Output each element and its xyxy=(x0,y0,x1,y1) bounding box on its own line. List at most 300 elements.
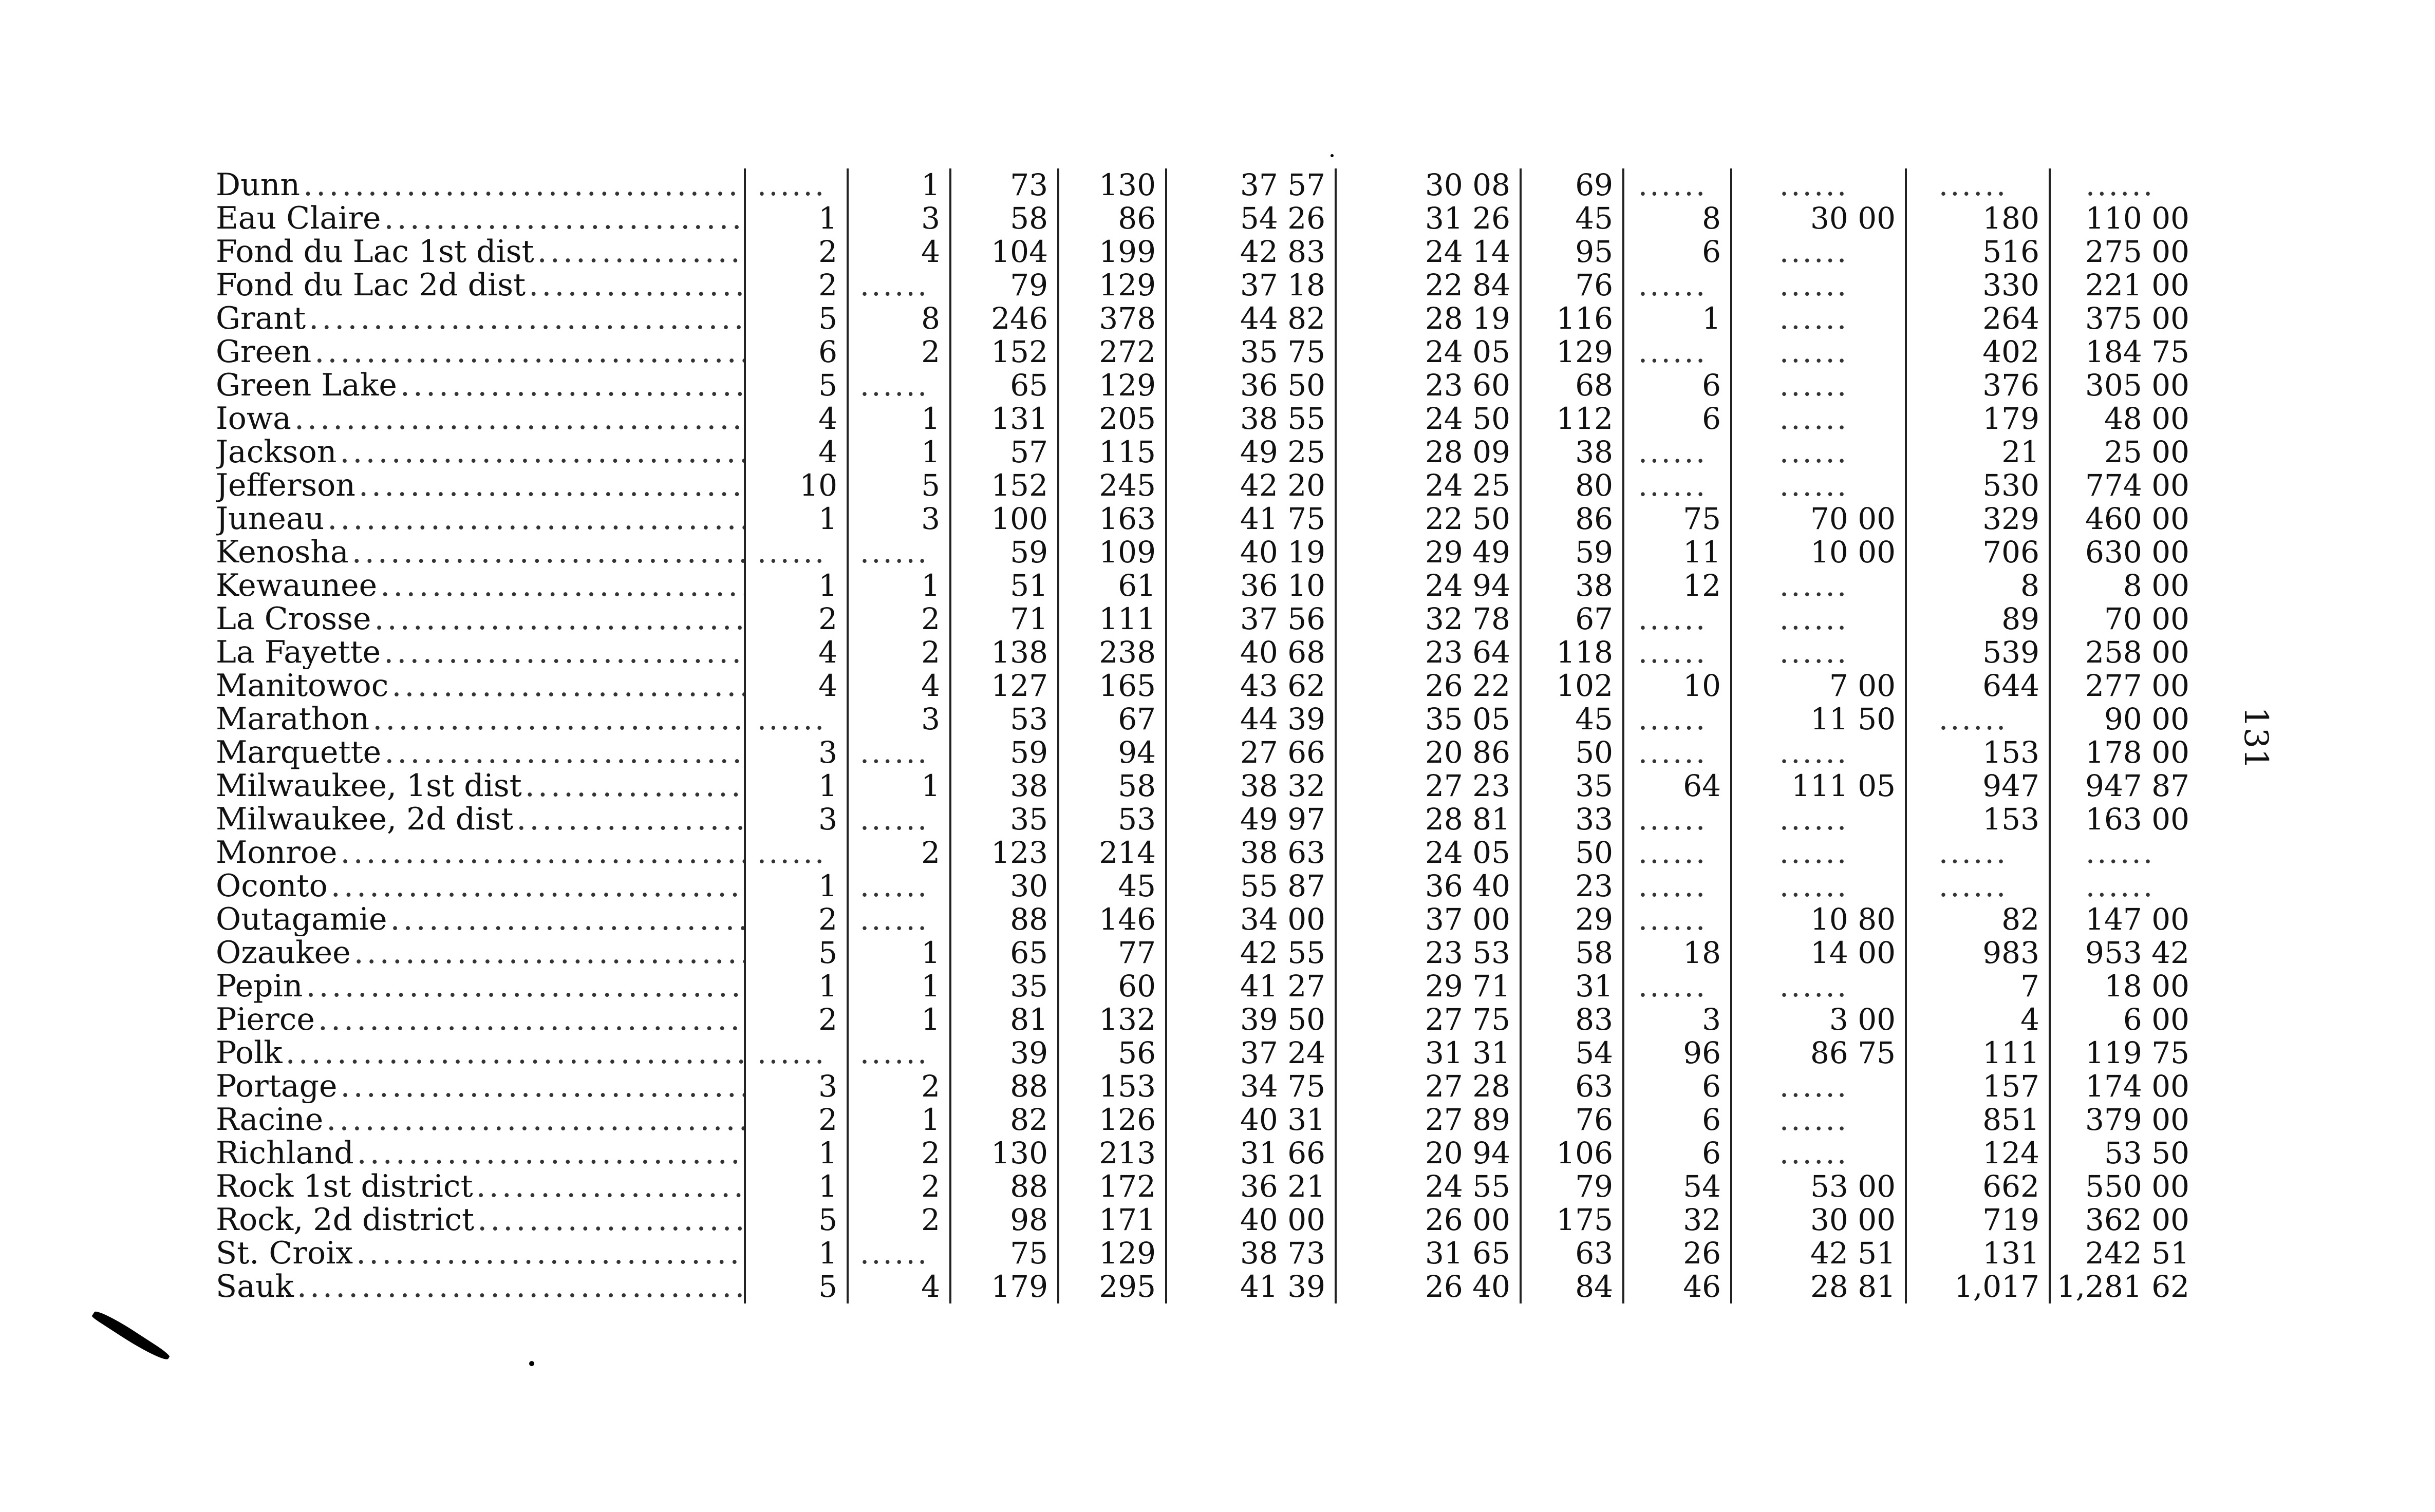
value-cell-col-2: 1 xyxy=(848,1103,950,1137)
value-cell-col-8: 46 xyxy=(1623,1270,1731,1303)
value-cell-col-11: 119 75 xyxy=(2050,1036,2199,1070)
value-cell-col-6: 20 94 xyxy=(1336,1137,1521,1170)
value-cell-col-4: 163 xyxy=(1058,502,1166,536)
value-cell-col-6: 23 64 xyxy=(1336,636,1521,669)
value-cell-col-5: 40 00 xyxy=(1166,1203,1336,1237)
value-cell-col-6: 24 50 xyxy=(1336,402,1521,436)
value-cell-col-6: 31 65 xyxy=(1336,1237,1521,1270)
dot-leader xyxy=(323,1103,744,1137)
county-name-cell xyxy=(216,402,745,436)
dot-leader xyxy=(303,970,744,1003)
value-cell-col-7: 84 xyxy=(1521,1270,1623,1303)
value-cell-col-9: 28 81 xyxy=(1731,1270,1906,1303)
table-row xyxy=(216,970,2199,1003)
table-row xyxy=(216,1170,2199,1203)
county-name: Racine xyxy=(216,1103,324,1137)
value-cell-col-5: 34 75 xyxy=(1166,1070,1336,1103)
county-name: Oconto xyxy=(216,870,328,903)
value-cell-col-10: 8 xyxy=(1906,569,2050,602)
value-cell-col-7: 45 xyxy=(1521,202,1623,235)
table-row xyxy=(216,803,2199,836)
value-cell-col-10: 124 xyxy=(1906,1137,2050,1170)
value-cell-col-2: 1 xyxy=(848,168,950,202)
dot-leader xyxy=(473,1170,744,1203)
value-cell-col-4: 129 xyxy=(1058,369,1166,402)
value-cell-col-7: 76 xyxy=(1521,1103,1623,1137)
value-cell-col-8: 8 xyxy=(1623,202,1731,235)
county-name: Fond du Lac 2d dist xyxy=(216,269,526,302)
county-statistics-table xyxy=(216,168,2199,1303)
county-name-cell xyxy=(216,903,745,936)
value-cell-col-1: 1 xyxy=(745,769,848,803)
value-cell-col-6: 27 75 xyxy=(1336,1003,1521,1036)
county-name-cell xyxy=(216,703,745,736)
value-cell-col-8: ...... xyxy=(1623,903,1731,936)
value-cell-col-4: 67 xyxy=(1058,703,1166,736)
value-cell-col-9: ...... xyxy=(1731,235,1906,269)
dot-leader xyxy=(315,1003,744,1036)
value-cell-col-5: 42 83 xyxy=(1166,235,1336,269)
value-cell-col-9: ...... xyxy=(1731,335,1906,369)
value-cell-col-11: 375 00 xyxy=(2050,302,2199,335)
value-cell-col-1: 4 xyxy=(745,436,848,469)
value-cell-col-3: 65 xyxy=(950,936,1058,970)
value-cell-col-5: 27 66 xyxy=(1166,736,1336,769)
dot-leader xyxy=(349,536,744,569)
value-cell-col-11: 53 50 xyxy=(2050,1137,2199,1170)
value-cell-col-1: 3 xyxy=(745,736,848,769)
value-cell-col-8: ...... xyxy=(1623,269,1731,302)
county-name-cell xyxy=(216,302,745,335)
value-cell-col-5: 54 26 xyxy=(1166,202,1336,235)
value-cell-col-11: ...... xyxy=(2050,168,2199,202)
value-cell-col-10: 947 xyxy=(1906,769,2050,803)
value-cell-col-9: 10 00 xyxy=(1731,536,1906,569)
value-cell-col-11: 221 00 xyxy=(2050,269,2199,302)
value-cell-col-5: 37 57 xyxy=(1166,168,1336,202)
value-cell-col-6: 22 84 xyxy=(1336,269,1521,302)
table-row xyxy=(216,469,2199,502)
value-cell-col-8: 11 xyxy=(1623,536,1731,569)
value-cell-col-7: 33 xyxy=(1521,803,1623,836)
value-cell-col-4: 126 xyxy=(1058,1103,1166,1137)
value-cell-col-5: 40 31 xyxy=(1166,1103,1336,1137)
value-cell-col-11: 8 00 xyxy=(2050,569,2199,602)
value-cell-col-3: 100 xyxy=(950,502,1058,536)
value-cell-col-5: 41 27 xyxy=(1166,970,1336,1003)
county-name-cell xyxy=(216,168,745,202)
county-name: La Crosse xyxy=(216,602,371,636)
value-cell-col-4: 199 xyxy=(1058,235,1166,269)
table-row xyxy=(216,1203,2199,1237)
value-cell-col-2: ...... xyxy=(848,1036,950,1070)
page-number: 131 xyxy=(2237,706,2275,770)
value-cell-col-2: ...... xyxy=(848,903,950,936)
value-cell-col-10: 153 xyxy=(1906,736,2050,769)
value-cell-col-8: 6 xyxy=(1623,1070,1731,1103)
value-cell-col-1: 2 xyxy=(745,1103,848,1137)
value-cell-col-3: 35 xyxy=(950,970,1058,1003)
value-cell-col-2: ...... xyxy=(848,269,950,302)
value-cell-col-10: 983 xyxy=(1906,936,2050,970)
value-cell-col-11: 70 00 xyxy=(2050,602,2199,636)
value-cell-col-3: 123 xyxy=(950,836,1058,870)
value-cell-col-5: 36 21 xyxy=(1166,1170,1336,1203)
value-cell-col-6: 28 09 xyxy=(1336,436,1521,469)
value-cell-col-11: 178 00 xyxy=(2050,736,2199,769)
table-row xyxy=(216,736,2199,769)
county-name: Juneau xyxy=(216,502,325,536)
table-row xyxy=(216,436,2199,469)
value-cell-col-7: 102 xyxy=(1521,669,1623,703)
value-cell-col-4: 129 xyxy=(1058,269,1166,302)
value-cell-col-5: 38 32 xyxy=(1166,769,1336,803)
value-cell-col-1: 1 xyxy=(745,502,848,536)
county-name: La Fayette xyxy=(216,636,381,669)
value-cell-col-8: ...... xyxy=(1623,970,1731,1003)
value-cell-col-1: 3 xyxy=(745,803,848,836)
county-name: Milwaukee, 1st dist xyxy=(216,769,522,803)
value-cell-col-8: ...... xyxy=(1623,703,1731,736)
county-name-cell xyxy=(216,1237,745,1270)
table-row xyxy=(216,369,2199,402)
value-cell-col-7: 67 xyxy=(1521,602,1623,636)
county-name-cell xyxy=(216,502,745,536)
dot-leader xyxy=(351,936,744,970)
county-name: Green xyxy=(216,335,312,369)
value-cell-col-9: 42 51 xyxy=(1731,1237,1906,1270)
table-row xyxy=(216,302,2199,335)
value-cell-col-2: 1 xyxy=(848,436,950,469)
value-cell-col-4: 214 xyxy=(1058,836,1166,870)
value-cell-col-10: 539 xyxy=(1906,636,2050,669)
county-name: Jackson xyxy=(216,436,337,469)
county-name-cell xyxy=(216,569,745,602)
county-name-cell xyxy=(216,269,745,302)
dot-leader xyxy=(369,703,744,736)
value-cell-col-4: 45 xyxy=(1058,870,1166,903)
value-cell-col-3: 35 xyxy=(950,803,1058,836)
value-cell-col-7: 63 xyxy=(1521,1237,1623,1270)
value-cell-col-6: 24 05 xyxy=(1336,335,1521,369)
value-cell-col-2: 1 xyxy=(848,936,950,970)
value-cell-col-11: 460 00 xyxy=(2050,502,2199,536)
value-cell-col-2: ...... xyxy=(848,870,950,903)
table-row xyxy=(216,1237,2199,1270)
value-cell-col-2: 1 xyxy=(848,1003,950,1036)
value-cell-col-10: 530 xyxy=(1906,469,2050,502)
value-cell-col-2: 2 xyxy=(848,1170,950,1203)
value-cell-col-7: 68 xyxy=(1521,369,1623,402)
value-cell-col-10: 89 xyxy=(1906,602,2050,636)
value-cell-col-7: 50 xyxy=(1521,736,1623,769)
value-cell-col-10: 329 xyxy=(1906,502,2050,536)
table-row xyxy=(216,335,2199,369)
value-cell-col-10: 82 xyxy=(1906,903,2050,936)
value-cell-col-3: 71 xyxy=(950,602,1058,636)
value-cell-col-8: 3 xyxy=(1623,1003,1731,1036)
dot-leader xyxy=(336,436,744,469)
county-name: Jefferson xyxy=(216,469,355,502)
value-cell-col-7: 35 xyxy=(1521,769,1623,803)
county-name-cell xyxy=(216,1270,745,1303)
value-cell-col-11: 379 00 xyxy=(2050,1103,2199,1137)
value-cell-col-5: 40 68 xyxy=(1166,636,1336,669)
county-name-cell xyxy=(216,1003,745,1036)
value-cell-col-11: 184 75 xyxy=(2050,335,2199,369)
value-cell-col-3: 88 xyxy=(950,903,1058,936)
value-cell-col-7: 63 xyxy=(1521,1070,1623,1103)
value-cell-col-8: 10 xyxy=(1623,669,1731,703)
value-cell-col-11: 275 00 xyxy=(2050,235,2199,269)
value-cell-col-4: 86 xyxy=(1058,202,1166,235)
value-cell-col-7: 50 xyxy=(1521,836,1623,870)
value-cell-col-9: ...... xyxy=(1731,1137,1906,1170)
value-cell-col-2: ...... xyxy=(848,369,950,402)
value-cell-col-4: 109 xyxy=(1058,536,1166,569)
value-cell-col-1: 4 xyxy=(745,402,848,436)
county-name: Fond du Lac 1st dist xyxy=(216,235,534,269)
table-row xyxy=(216,669,2199,703)
value-cell-col-11: 147 00 xyxy=(2050,903,2199,936)
dot-leader xyxy=(294,1270,744,1303)
value-cell-col-11: 774 00 xyxy=(2050,469,2199,502)
county-name-cell xyxy=(216,1137,745,1170)
dot-leader xyxy=(534,235,744,269)
value-cell-col-1: ...... xyxy=(745,1036,848,1070)
value-cell-col-3: 79 xyxy=(950,269,1058,302)
value-cell-col-11: 258 00 xyxy=(2050,636,2199,669)
county-name-cell xyxy=(216,469,745,502)
value-cell-col-6: 31 26 xyxy=(1336,202,1521,235)
county-name-cell xyxy=(216,335,745,369)
value-cell-col-4: 238 xyxy=(1058,636,1166,669)
value-cell-col-5: 34 00 xyxy=(1166,903,1336,936)
value-cell-col-2: 8 xyxy=(848,302,950,335)
value-cell-col-2: 1 xyxy=(848,569,950,602)
table-row xyxy=(216,936,2199,970)
value-cell-col-8: 6 xyxy=(1623,1103,1731,1137)
table-row xyxy=(216,569,2199,602)
value-cell-col-4: 153 xyxy=(1058,1070,1166,1103)
value-cell-col-4: 115 xyxy=(1058,436,1166,469)
value-cell-col-4: 111 xyxy=(1058,602,1166,636)
value-cell-col-9: ...... xyxy=(1731,736,1906,769)
table-row xyxy=(216,1036,2199,1070)
ink-speck xyxy=(1331,154,1334,157)
value-cell-col-9: 53 00 xyxy=(1731,1170,1906,1203)
value-cell-col-4: 172 xyxy=(1058,1170,1166,1203)
value-cell-col-3: 53 xyxy=(950,703,1058,736)
table-row xyxy=(216,1003,2199,1036)
value-cell-col-8: ...... xyxy=(1623,636,1731,669)
county-name: Monroe xyxy=(216,836,338,870)
value-cell-col-4: 272 xyxy=(1058,335,1166,369)
value-cell-col-6: 31 31 xyxy=(1336,1036,1521,1070)
dot-leader xyxy=(306,302,744,335)
county-name-cell xyxy=(216,1036,745,1070)
dot-leader xyxy=(371,602,744,636)
county-name-cell xyxy=(216,803,745,836)
dot-leader xyxy=(300,168,744,202)
value-cell-col-5: 36 50 xyxy=(1166,369,1336,402)
county-name: Dunn xyxy=(216,168,301,202)
value-cell-col-9: 14 00 xyxy=(1731,936,1906,970)
value-cell-col-5: 44 82 xyxy=(1166,302,1336,335)
value-cell-col-4: 129 xyxy=(1058,1237,1166,1270)
value-cell-col-5: 37 56 xyxy=(1166,602,1336,636)
value-cell-col-8: ...... xyxy=(1623,436,1731,469)
county-name: Richland xyxy=(216,1137,354,1170)
value-cell-col-11: 305 00 xyxy=(2050,369,2199,402)
value-cell-col-3: 57 xyxy=(950,436,1058,469)
value-cell-col-4: 60 xyxy=(1058,970,1166,1003)
value-cell-col-9: ...... xyxy=(1731,836,1906,870)
value-cell-col-8: 1 xyxy=(1623,302,1731,335)
county-name-cell xyxy=(216,536,745,569)
value-cell-col-7: 59 xyxy=(1521,536,1623,569)
dot-leader xyxy=(397,369,744,402)
value-cell-col-7: 129 xyxy=(1521,335,1623,369)
value-cell-col-2: ...... xyxy=(848,536,950,569)
value-cell-col-5: 38 55 xyxy=(1166,402,1336,436)
value-cell-col-4: 165 xyxy=(1058,669,1166,703)
value-cell-col-2: 4 xyxy=(848,1270,950,1303)
table-row xyxy=(216,1103,2199,1137)
dot-leader xyxy=(522,769,744,803)
table-row xyxy=(216,836,2199,870)
value-cell-col-7: 54 xyxy=(1521,1036,1623,1070)
value-cell-col-1: 1 xyxy=(745,1170,848,1203)
county-name-cell xyxy=(216,636,745,669)
value-cell-col-8: 64 xyxy=(1623,769,1731,803)
value-cell-col-7: 38 xyxy=(1521,569,1623,602)
county-name-cell xyxy=(216,369,745,402)
county-name-cell xyxy=(216,1203,745,1237)
value-cell-col-1: 1 xyxy=(745,1137,848,1170)
value-cell-col-9: 70 00 xyxy=(1731,502,1906,536)
value-cell-col-10: 516 xyxy=(1906,235,2050,269)
table-row xyxy=(216,502,2199,536)
value-cell-col-2: 4 xyxy=(848,669,950,703)
value-cell-col-10: 21 xyxy=(1906,436,2050,469)
value-cell-col-7: 69 xyxy=(1521,168,1623,202)
county-name: Kewaunee xyxy=(216,569,378,602)
county-name-cell xyxy=(216,870,745,903)
value-cell-col-10: 179 xyxy=(1906,402,2050,436)
value-cell-col-10: 180 xyxy=(1906,202,2050,235)
value-cell-col-2: 1 xyxy=(848,402,950,436)
value-cell-col-6: 27 28 xyxy=(1336,1070,1521,1103)
value-cell-col-6: 24 94 xyxy=(1336,569,1521,602)
value-cell-col-3: 65 xyxy=(950,369,1058,402)
value-cell-col-11: 550 00 xyxy=(2050,1170,2199,1203)
value-cell-col-5: 44 39 xyxy=(1166,703,1336,736)
value-cell-col-4: 132 xyxy=(1058,1003,1166,1036)
value-cell-col-11: 242 51 xyxy=(2050,1237,2199,1270)
value-cell-col-8: 96 xyxy=(1623,1036,1731,1070)
value-cell-col-10: 264 xyxy=(1906,302,2050,335)
dot-leader xyxy=(353,1237,744,1270)
value-cell-col-3: 51 xyxy=(950,569,1058,602)
value-cell-col-3: 179 xyxy=(950,1270,1058,1303)
value-cell-col-6: 22 50 xyxy=(1336,502,1521,536)
value-cell-col-1: 4 xyxy=(745,636,848,669)
county-name: Portage xyxy=(216,1070,338,1103)
value-cell-col-11: 25 00 xyxy=(2050,436,2199,469)
value-cell-col-6: 29 49 xyxy=(1336,536,1521,569)
table-row xyxy=(216,1270,2199,1303)
value-cell-col-8: 75 xyxy=(1623,502,1731,536)
value-cell-col-5: 42 20 xyxy=(1166,469,1336,502)
value-cell-col-5: 40 19 xyxy=(1166,536,1336,569)
value-cell-col-1: 5 xyxy=(745,369,848,402)
value-cell-col-10: 851 xyxy=(1906,1103,2050,1137)
value-cell-col-10: 131 xyxy=(1906,1237,2050,1270)
value-cell-col-10: 7 xyxy=(1906,970,2050,1003)
value-cell-col-5: 37 24 xyxy=(1166,1036,1336,1070)
value-cell-col-4: 245 xyxy=(1058,469,1166,502)
value-cell-col-9: ...... xyxy=(1731,1070,1906,1103)
value-cell-col-8: ...... xyxy=(1623,836,1731,870)
value-cell-col-11: 362 00 xyxy=(2050,1203,2199,1237)
value-cell-col-9: 86 75 xyxy=(1731,1036,1906,1070)
table-row xyxy=(216,235,2199,269)
value-cell-col-1: 1 xyxy=(745,870,848,903)
value-cell-col-10: ...... xyxy=(1906,168,2050,202)
value-cell-col-11: 953 42 xyxy=(2050,936,2199,970)
value-cell-col-4: 61 xyxy=(1058,569,1166,602)
value-cell-col-5: 36 10 xyxy=(1166,569,1336,602)
dot-leader xyxy=(324,502,744,536)
value-cell-col-7: 76 xyxy=(1521,269,1623,302)
value-cell-col-1: 5 xyxy=(745,302,848,335)
value-cell-col-6: 29 71 xyxy=(1336,970,1521,1003)
value-cell-col-2: ...... xyxy=(848,736,950,769)
value-cell-col-3: 59 xyxy=(950,736,1058,769)
value-cell-col-2: 2 xyxy=(848,1070,950,1103)
value-cell-col-11: 947 87 xyxy=(2050,769,2199,803)
value-cell-col-3: 30 xyxy=(950,870,1058,903)
ink-speck xyxy=(529,1361,534,1366)
value-cell-col-2: 4 xyxy=(848,235,950,269)
value-cell-col-2: 3 xyxy=(848,703,950,736)
value-cell-col-11: 630 00 xyxy=(2050,536,2199,569)
county-name-cell xyxy=(216,602,745,636)
dot-leader xyxy=(328,870,744,903)
table-row xyxy=(216,636,2199,669)
value-cell-col-8: 32 xyxy=(1623,1203,1731,1237)
value-cell-col-6: 28 81 xyxy=(1336,803,1521,836)
county-name-cell xyxy=(216,1070,745,1103)
value-cell-col-6: 28 19 xyxy=(1336,302,1521,335)
dot-leader xyxy=(377,569,744,602)
value-cell-col-9: ...... xyxy=(1731,469,1906,502)
value-cell-col-6: 20 86 xyxy=(1336,736,1521,769)
value-cell-col-9: 111 05 xyxy=(1731,769,1906,803)
value-cell-col-6: 26 00 xyxy=(1336,1203,1521,1237)
value-cell-col-6: 32 78 xyxy=(1336,602,1521,636)
value-cell-col-7: 58 xyxy=(1521,936,1623,970)
value-cell-col-7: 112 xyxy=(1521,402,1623,436)
value-cell-col-5: 38 73 xyxy=(1166,1237,1336,1270)
value-cell-col-3: 246 xyxy=(950,302,1058,335)
table-row xyxy=(216,402,2199,436)
dot-leader xyxy=(381,202,744,235)
value-cell-col-1: 2 xyxy=(745,1003,848,1036)
value-cell-col-9: ...... xyxy=(1731,970,1906,1003)
value-cell-col-2: 3 xyxy=(848,202,950,235)
